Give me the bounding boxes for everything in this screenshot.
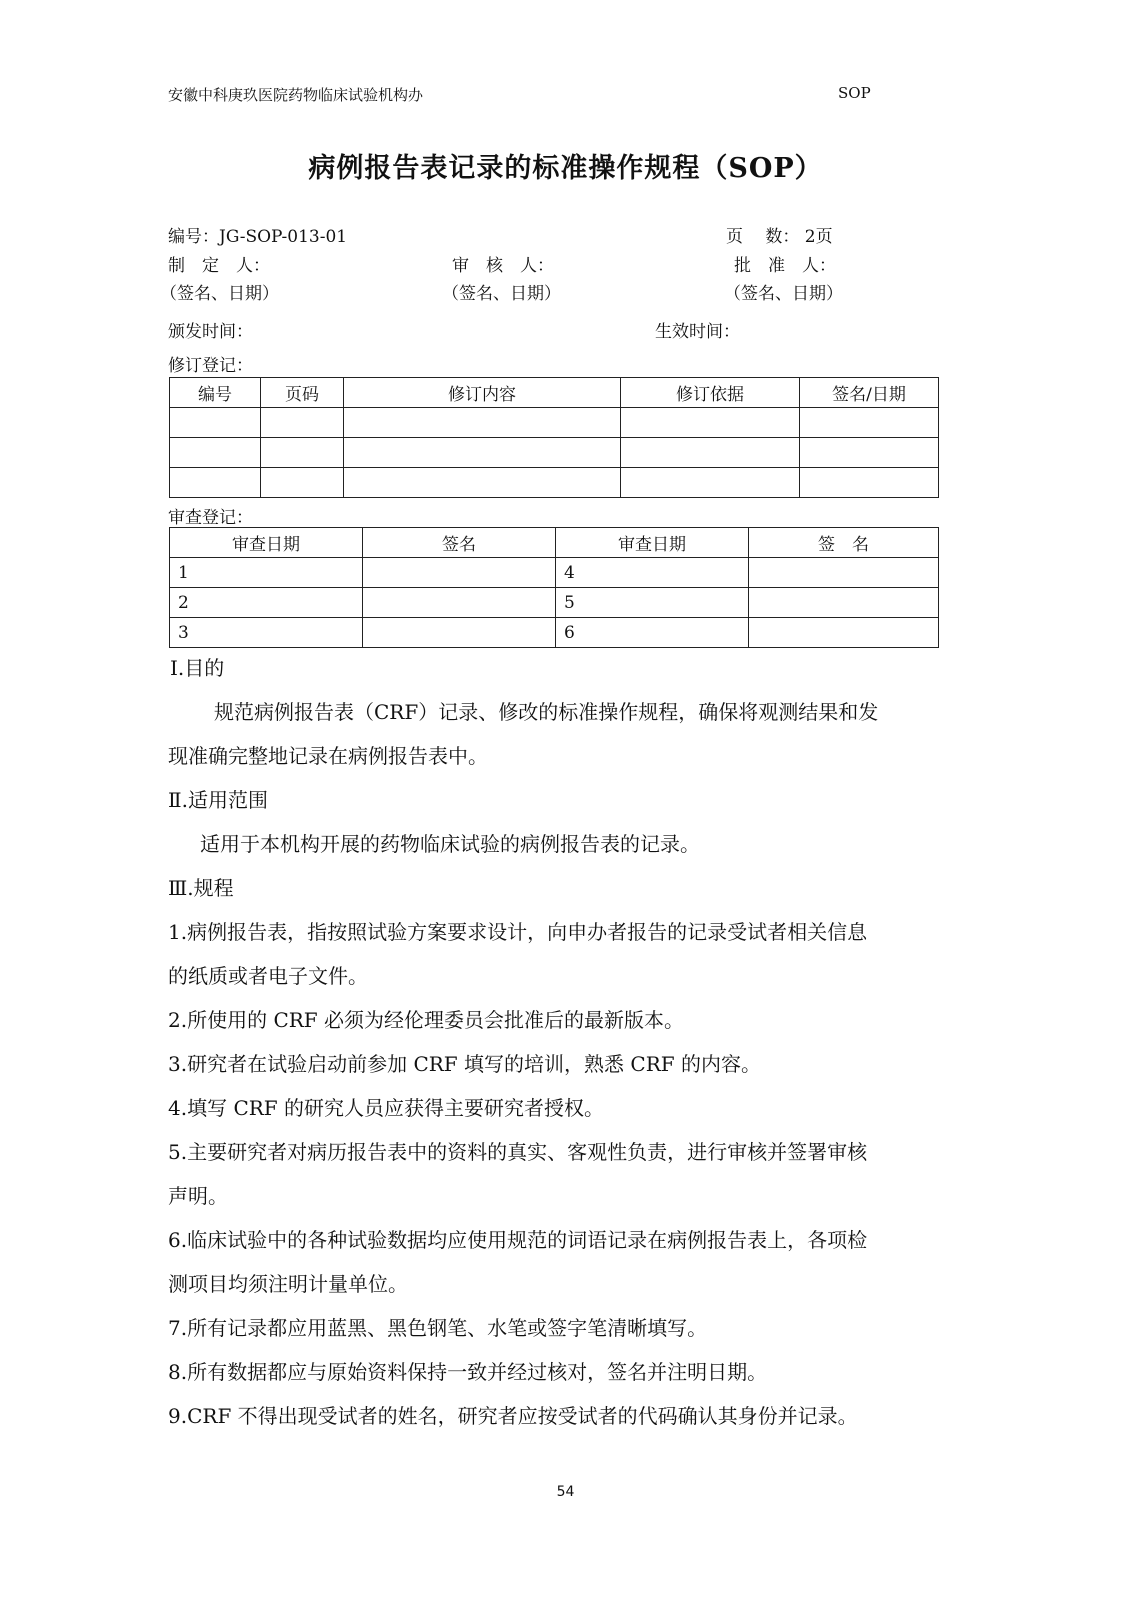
table-cell xyxy=(363,558,556,588)
table-cell xyxy=(344,438,621,468)
header-cell: 审查日期 xyxy=(170,528,363,558)
table-cell xyxy=(749,618,939,648)
table-cell xyxy=(749,558,939,588)
reviewer-sign-note: （签名、日期） xyxy=(442,284,561,304)
issue-time-label: 颁发时间： xyxy=(168,322,253,342)
table-cell: 2 xyxy=(170,588,363,618)
table-cell xyxy=(800,438,939,468)
header-cell: 编号 xyxy=(170,378,261,408)
table-cell: 4 xyxy=(556,558,749,588)
procedure-line: 6.临床试验中的各种试验数据均应使用规范的词语记录在病例报告表上，各项检 xyxy=(168,1228,868,1252)
table-cell xyxy=(261,468,344,498)
table-cell xyxy=(800,408,939,438)
procedure-line: 4.填写 CRF 的研究人员应获得主要研究者授权。 xyxy=(168,1096,605,1120)
table-row xyxy=(170,618,939,648)
table-row xyxy=(170,588,939,618)
table-cell: 5 xyxy=(556,588,749,618)
table-cell xyxy=(363,588,556,618)
table-cell xyxy=(363,618,556,648)
header-cell: 签名 xyxy=(363,528,556,558)
document-title: 病例报告表记录的标准操作规程（SOP） xyxy=(308,153,823,184)
doc-number: 编号：JG-SOP-013-01 xyxy=(168,227,348,247)
scope-text: 适用于本机构开展的药物临床试验的病例报告表的记录。 xyxy=(200,832,700,856)
page-number: 54 xyxy=(556,1484,575,1500)
header-cell: 页码 xyxy=(261,378,344,408)
drafter-label: 制 定 人： xyxy=(168,256,270,276)
table-cell xyxy=(170,438,261,468)
header-organization: 安徽中科庚玖医院药物临床试验机构办 xyxy=(168,86,424,104)
review-table-header xyxy=(170,528,939,558)
table-cell xyxy=(344,408,621,438)
approver-label: 批 准 人： xyxy=(734,256,836,276)
header-cell: 修订内容 xyxy=(344,378,621,408)
table-cell xyxy=(621,438,800,468)
table-cell: 6 xyxy=(556,618,749,648)
table-row xyxy=(170,438,939,468)
procedure-line: 2.所使用的 CRF 必须为经伦理委员会批准后的最新版本。 xyxy=(168,1008,685,1032)
revision-log-label: 修订登记： xyxy=(168,356,253,376)
table-row xyxy=(170,558,939,588)
approver-sign-note: （签名、日期） xyxy=(724,284,843,304)
procedure-line: 3.研究者在试验启动前参加 CRF 填写的培训，熟悉 CRF 的内容。 xyxy=(168,1052,761,1076)
table-cell xyxy=(621,408,800,438)
procedure-line: 测项目均须注明计量单位。 xyxy=(168,1272,408,1296)
drafter-sign-note: （签名、日期） xyxy=(160,284,279,304)
revision-table-header xyxy=(170,378,939,408)
procedure-line: 的纸质或者电子文件。 xyxy=(168,964,368,988)
header-cell: 签名/日期 xyxy=(800,378,939,408)
review-log-label: 审查登记： xyxy=(168,508,253,528)
table-row xyxy=(170,408,939,438)
table-cell xyxy=(261,408,344,438)
procedure-line: 7.所有记录都应用蓝黑、黑色钢笔、水笔或签字笔清晰填写。 xyxy=(168,1316,708,1340)
header-cell: 修订依据 xyxy=(621,378,800,408)
section-heading-purpose: Ⅰ.目的 xyxy=(170,656,225,680)
table-cell xyxy=(344,468,621,498)
table-cell xyxy=(170,408,261,438)
section-heading-scope: Ⅱ.适用范围 xyxy=(168,788,268,812)
effective-time-label: 生效时间： xyxy=(655,322,740,342)
table-cell xyxy=(800,468,939,498)
procedure-line: 9.CRF 不得出现受试者的姓名，研究者应按受试者的代码确认其身份并记录。 xyxy=(168,1404,858,1428)
table-cell xyxy=(621,468,800,498)
revision-table xyxy=(169,377,939,498)
header-cell: 审查日期 xyxy=(556,528,749,558)
purpose-text-line1: 规范病例报告表（CRF）记录、修改的标准操作规程，确保将观测结果和发 xyxy=(214,700,879,724)
header-tag: SOP xyxy=(838,84,871,102)
table-cell xyxy=(261,438,344,468)
procedure-line: 5.主要研究者对病历报告表中的资料的真实、客观性负责，进行审核并签署审核 xyxy=(168,1140,868,1164)
table-cell: 1 xyxy=(170,558,363,588)
procedure-line: 声明。 xyxy=(168,1184,228,1208)
review-table xyxy=(169,527,939,648)
section-heading-procedure: Ⅲ.规程 xyxy=(168,876,234,900)
table-cell: 3 xyxy=(170,618,363,648)
table-row xyxy=(170,468,939,498)
purpose-text-line2: 现准确完整地记录在病例报告表中。 xyxy=(168,744,488,768)
header-cell: 签 名 xyxy=(749,528,939,558)
table-cell xyxy=(170,468,261,498)
table-cell xyxy=(749,588,939,618)
page-count: 页 数： 2页 xyxy=(726,227,833,247)
reviewer-label: 审 核 人： xyxy=(452,256,554,276)
procedure-line: 1.病例报告表，指按照试验方案要求设计，向申办者报告的记录受试者相关信息 xyxy=(168,920,868,944)
procedure-line: 8.所有数据都应与原始资料保持一致并经过核对，签名并注明日期。 xyxy=(168,1360,768,1384)
